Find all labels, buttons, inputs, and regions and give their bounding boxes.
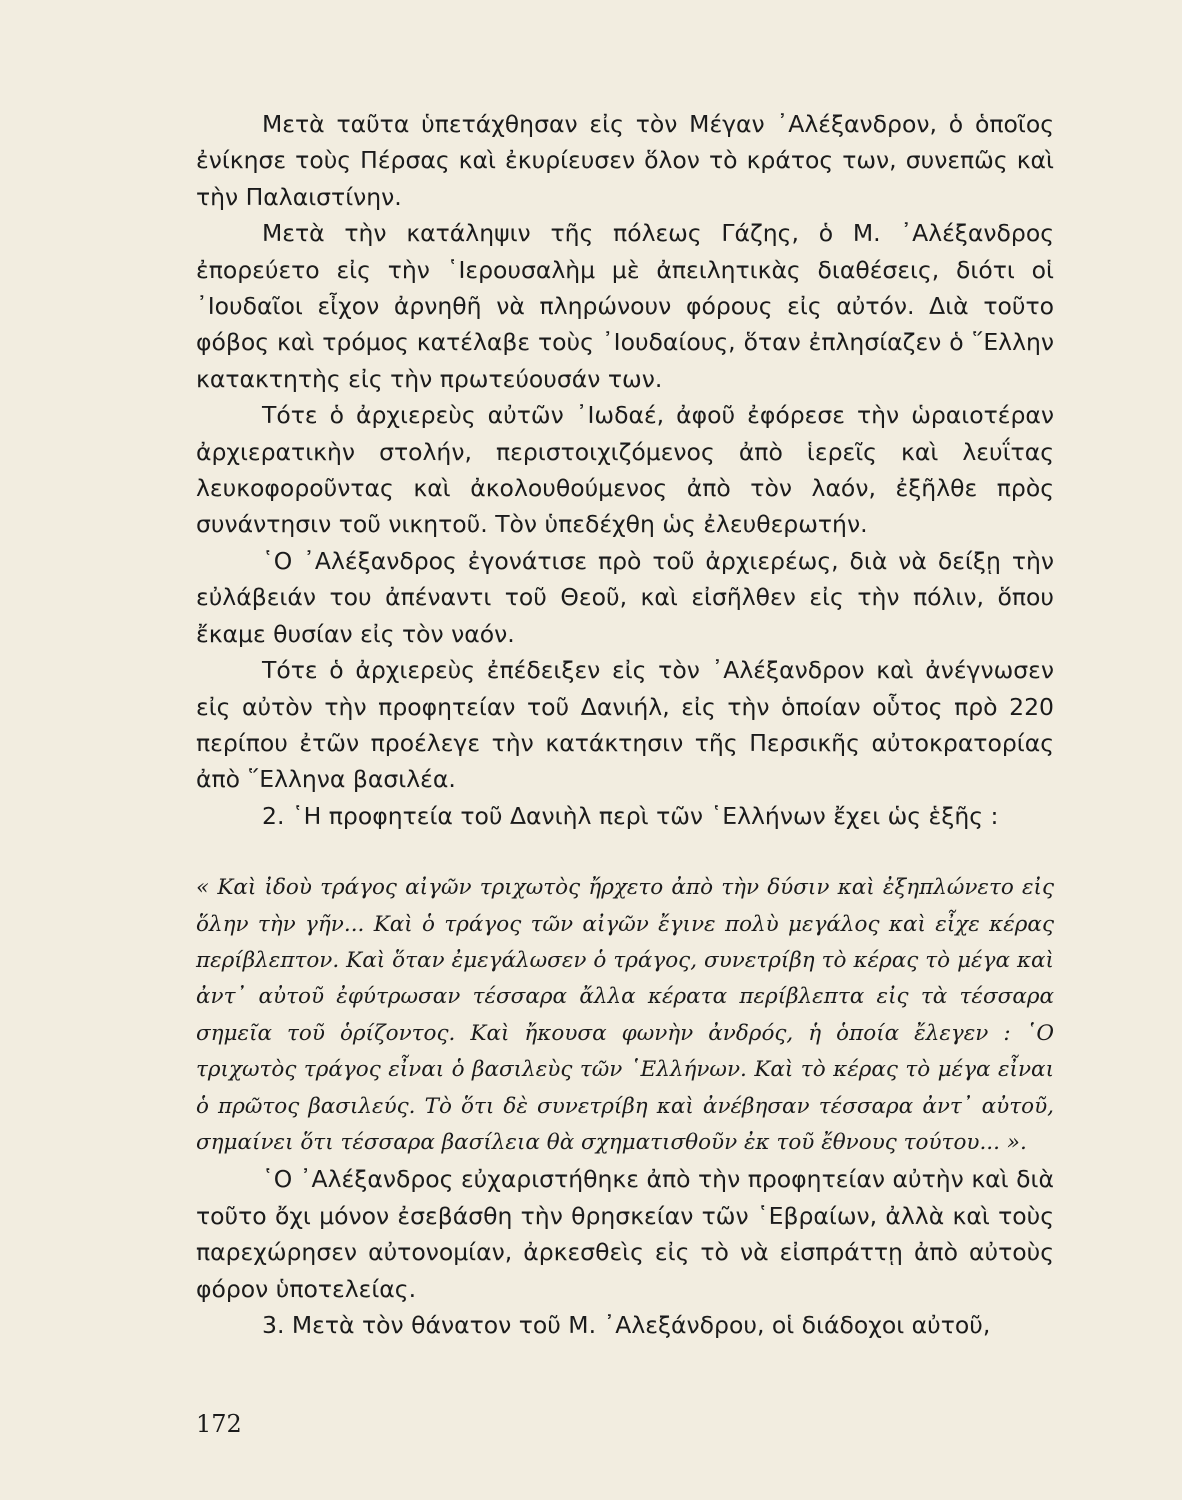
paragraph-8: 3. Μετὰ τὸν θάνατον τοῦ Μ. ᾿Αλεξάνδρου, οἱ διάδοχοι αὐτοῦ, <box>262 1311 991 1339</box>
paragraph-2: Μετὰ τὴν κατάληψιν τῆς πόλεως Γάζης, ὁ Μ. ᾿Αλέξανδρος ἐπορεύετο εἰς τὴν ῾Ιερουσαλὴμ μὲ ἀπειλητικὰς διαθέσεις, διότι οἱ ᾿Ιουδαῖοι εἶχον ἀρνηθῆ νὰ πληρώνουν φόρους εἰς αὐτόν. Διὰ τοῦτο φόβος καὶ τρόμος κατέλαβε τοὺς ᾿Ιουδαίους, ὅταν ἐπλησίαζεν ὁ ῞Ελλην κατακτητὴς εἰς τὴν πρωτεύουσάν των. <box>196 219 1054 393</box>
paragraph-4: ῾Ο ᾿Αλέξανδρος ἐγονάτισε πρὸ τοῦ ἀρχιερέως, διὰ νὰ δείξῃ τὴν εὐλάβειάν του ἀπέναντι τοῦ Θεοῦ, καὶ εἰσῆλθεν εἰς τὴν πόλιν, ὅπου ἔκαμε θυσίαν εἰς τὸν ναόν. <box>196 546 1054 648</box>
paragraph-1: Μετὰ ταῦτα ὑπετάχθησαν εἰς τὸν Μέγαν ᾿Αλέξανδρον, ὁ ὁποῖος ἐνίκησε τοὺς Πέρσας καὶ ἐκυρίευσεν ὅλον τὸ κράτος των, συνεπῶς καὶ τὴν Παλαιστίνην. <box>196 110 1054 211</box>
body-text <box>196 106 1054 1343</box>
paragraph-6: 2. ῾Η προφητεία τοῦ Δανιὴλ περὶ τῶν ῾Ελλήνων ἔχει ὡς ἑξῆς : <box>262 801 999 830</box>
paragraph-5: Τότε ὁ ἀρχιερεὺς ἐπέδειξεν εἰς τὸν ᾿Αλέξανδρον καὶ ἀνέγνωσεν εἰς αὐτὸν τὴν προφητείαν τοῦ Δανιήλ, εἰς τὴν ὁποίαν οὗτος πρὸ 220 περίπου ἐτῶν προέλεγε τὴν κατάκτησιν τῆς Περσικῆς αὐτοκρατορίας ἀπὸ ῞Ελληνα βασιλέα. <box>196 656 1054 794</box>
paragraph-3: Τότε ὁ ἀρχιερεὺς αὐτῶν ᾿Ιωδαέ, ἀφοῦ ἐφόρεσε τὴν ὡραιοτέραν ἀρχιερατικὴν στολήν, περιστοιχιζόμενος ἀπὸ ἱερεῖς καὶ λευΐτας λευκοφοροῦντας καὶ ἀκολουθούμενος ἀπὸ τὸν λαόν, ἐξῆλθε πρὸς συνάντησιν τοῦ νικητοῦ. Τὸν ὑπεδέχθη ὡς ἐλευθερωτήν. <box>196 401 1054 539</box>
page-number: 172 <box>196 1410 242 1438</box>
prophecy-quote: « Καὶ ἰδοὺ τράγος αἰγῶν τριχωτὸς ἤρχετο ἀπὸ τὴν δύσιν καὶ ἐξηπλώνετο εἰς ὅλην τὴν γῆν... Καὶ ὁ τράγος τῶν αἰγῶν ἔγινε πολὺ μεγάλος καὶ εἶχε κέρας περίβλεπτον. Καὶ ὅταν ἐμεγάλωσεν ὁ τράγος, συνετρίβη τὸ κέρας τὸ μέγα καὶ ἀντ᾿ αὐτοῦ ἐφύτρωσαν τέσσαρα ἄλλα κέρατα περίβλεπτα εἰς τὰ τέσσαρα σημεῖα τοῦ ὁρίζοντος. Καὶ ἤκουσα φωνὴν ἀνδρός, ἡ ὁποία ἔλεγεν : ῾Ο τριχωτὸς τράγος εἶναι ὁ βασιλεὺς τῶν ῾Ελλήνων. Καὶ τὸ κέρας τὸ μέγα εἶναι ὁ πρῶτος βασιλεύς. Τὸ ὅτι δὲ συνετρίβη καὶ ἀνέβησαν τέσσαρα ἀντ᾿ αὐτοῦ, σημαίνει ὅτι τέσσαρα βασίλεια θὰ σχηματισθοῦν ἐκ τοῦ ἔθνους τούτου... ». <box>196 875 1054 1155</box>
paragraph-7: ῾Ο ᾿Αλέξανδρος εὐχαριστήθηκε ἀπὸ τὴν προφητείαν αὐτὴν καὶ διὰ τοῦτο ὄχι μόνον ἐσεβάσθη τὴν θρησκείαν τῶν ῾Εβραίων, ἀλλὰ καὶ τοὺς παρεχώρησεν αὐτονομίαν, ἀρκεσθεὶς εἰς τὸ νὰ εἰσπράττῃ ἀπὸ αὐτοὺς φόρον ὑποτελείας. <box>196 1165 1054 1303</box>
